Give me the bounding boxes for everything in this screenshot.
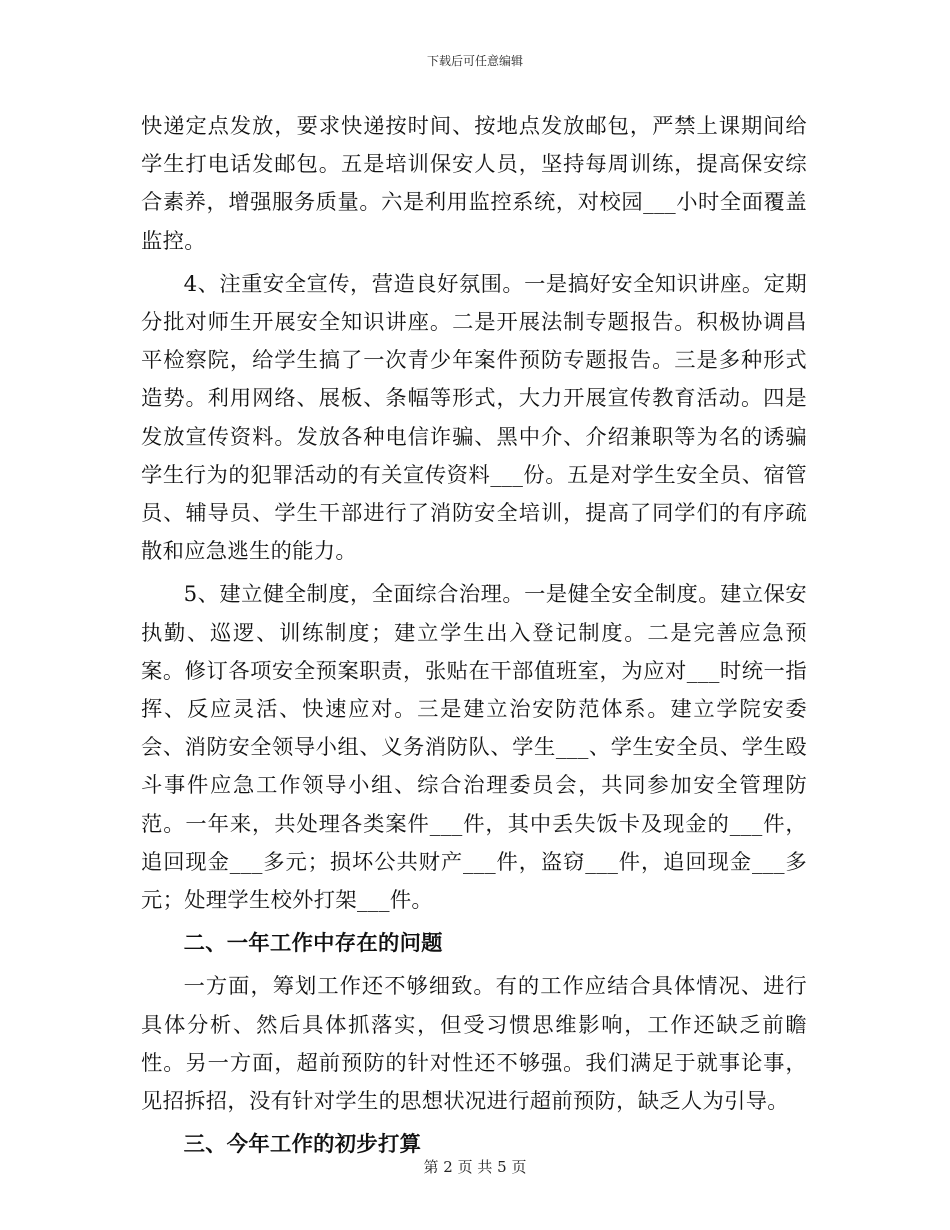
paragraph-problems: 一方面，筹划工作还不够细致。有的工作应结合具体情况、进行具体分析、然后具体抓落实，但受习惯思维影响，工作还缺乏前瞻性。另一方面，超前预防的针对性还不够强。我们满足于就事论事，见招拆招，没有针对学生的思想状况进行超前预防，缺乏人为引导。 [141, 974, 807, 1115]
document-body [141, 108, 807, 1164]
paragraph-continued: 快递定点发放，要求快递按时间、按地点发放邮包，严禁上课期间给学生打电话发邮包。五是培训保安人员，坚持每周训练，提高保安综合素养，增强服务质量。六是利用监控系统，对校园___小时全面覆盖监控。 [141, 114, 807, 254]
paragraph-safety-system: 5、建立健全制度，全面综合治理。一是健全安全制度。建立保安执勤、巡逻、训练制度；建立学生出入登记制度。二是完善应急预案。修订各项安全预案职责，张贴在干部值班室，为应对___时统一指挥、反应灵活、快速应对。三是建立治安防范体系。建立学院安委会、消防安全领导小组、义务消防队、学生___、学生安全员、学生殴斗事件应急工作领导小组、综合治理委员会，共同参加安全管理防范。一年来，共处理各类案件___件，其中丢失饭卡及现金的___件，追回现金___多元；损坏公共财产___件，盗窃___件，追回现金___多元；处理学生校外打架___件。 [141, 582, 807, 914]
section-heading-problems: 二、一年工作中存在的问题 [183, 931, 443, 957]
page-header: 下载后可任意编辑 [426, 54, 523, 68]
paragraph-safety-publicity: 4、注重安全宣传，营造良好氛围。一是搞好安全知识讲座。定期分批对师生开展安全知识讲座。二是开展法制专题报告。积极协调昌平检察院，给学生搞了一次青少年案件预防专题报告。三是多种形式造势。利用网络、展板、条幅等形式，大力开展宣传教育活动。四是发放宣传资料。发放各种电信诈骗、黑中介、介绍兼职等为名的诱骗学生行为的犯罪活动的有关宣传资料___份。五是对学生安全员、宿管员、辅导员、学生干部进行了消防安全培训，提高了同学们的有序疏散和应急逃生的能力。 [141, 271, 807, 565]
page-number-footer: 第 2 页 共 5 页 [423, 1158, 527, 1176]
section-heading-plans: 三、今年工作的初步打算 [183, 1132, 422, 1158]
